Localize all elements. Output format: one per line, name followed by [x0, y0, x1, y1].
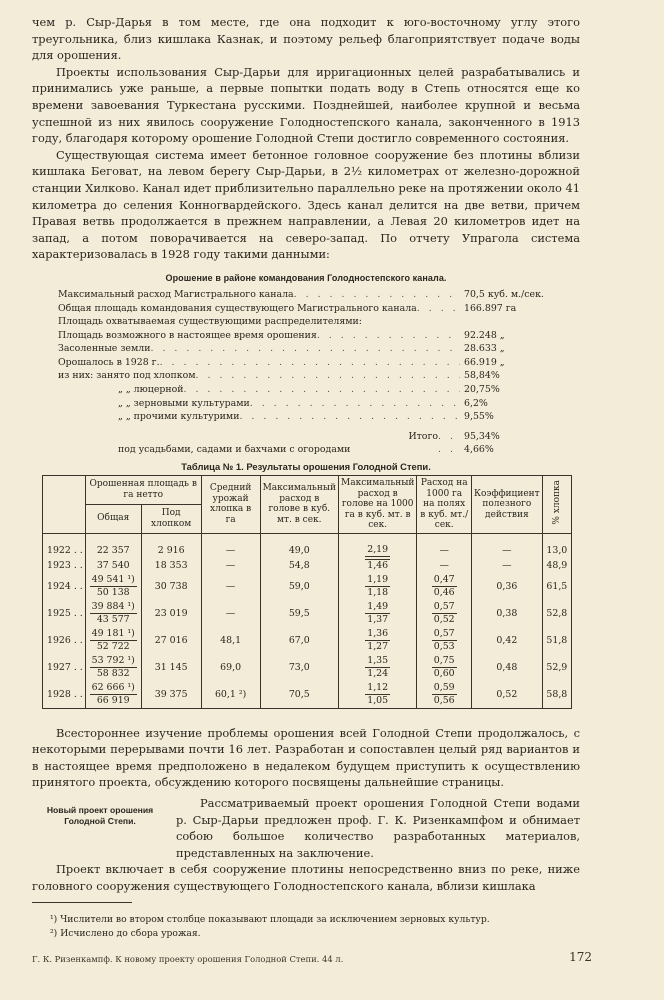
table-cell [260, 558, 338, 573]
stats-row [58, 397, 548, 411]
stats-total [58, 430, 548, 444]
table-cell [472, 533, 543, 558]
leader-dots [160, 356, 460, 370]
stats-row [58, 410, 548, 424]
table-cell [201, 558, 260, 573]
table-cell [338, 573, 416, 600]
fraction [365, 574, 390, 599]
cell-text: 0,36 [496, 580, 518, 592]
cell-text: 0,38 [496, 607, 518, 619]
header-max-flow-1000: Максимальный расход в голове на 1000 га в куб. мт. в сек. [338, 476, 416, 534]
fraction [432, 655, 457, 680]
stats-title: Орошение в районе командования Голодностепского канала. [165, 272, 447, 283]
cell-text: 59,5 [288, 607, 310, 619]
numerator: 1,12 [367, 681, 389, 693]
paragraph-6: Проект включает в себя сооружение плотины непосредственно вниз по реке, ниже головного сооружения существующего Голодностепского канала, вблизи кишлака [32, 862, 580, 893]
table-cell [201, 627, 260, 654]
stats-row [58, 342, 548, 356]
stats-row [58, 369, 548, 383]
denominator: 43 577 [96, 613, 130, 625]
paragraph-3: Существующая система имеет бетонное головное сооружение без плотины вблизи кишлака Беговат, на левом берегу Сыр-Дарьи, в 2½ километрах от железно-дорожной станции Хилково. Канал идет приблизительно параллельно реке на протяжении около 41 километра до селения Конногвардейского. Здесь канал делится на две ветви, причем Правая ветвь продолжается в прежнем направлении, а Левая 20 километров идет на запад, а потом поворачивается на северо-запад. По отчету Упрагола система характеризовалась в 1928 году такими данными: [32, 147, 580, 262]
table-cell [85, 600, 141, 627]
denominator: 0,53 [433, 640, 455, 652]
fraction [365, 628, 390, 653]
fraction [365, 601, 390, 626]
fraction [432, 628, 457, 653]
table-cell [417, 573, 472, 600]
table-cell [141, 681, 201, 709]
cell-text: 52,9 [546, 661, 568, 673]
sidenote-block [32, 795, 580, 861]
results-table [42, 475, 572, 709]
table-cell [472, 558, 543, 573]
table-row [43, 627, 572, 654]
leader-dots [317, 329, 460, 343]
table-cell [201, 573, 260, 600]
cell-text: — [439, 544, 449, 556]
table-cell [85, 533, 141, 558]
footnote-2: ²) Исчислено до сбора урожая. [50, 928, 201, 940]
cell-text: 70,5 [288, 688, 310, 700]
table-cell [260, 533, 338, 558]
stats-label: „ „ прочими культурими [118, 411, 240, 423]
cell-text: 1928 . . [47, 688, 83, 700]
table-cell [338, 627, 416, 654]
stats-label: „ „ зерновыми культурами [118, 397, 250, 409]
stats-row [58, 315, 548, 329]
cell-text: 1926 . . [47, 634, 83, 646]
header-year [43, 476, 86, 534]
header-yield: Средний урожай хлопка в га [201, 476, 260, 534]
table-cell [417, 681, 472, 709]
cell-text: 22 357 [96, 544, 130, 556]
paragraph-4: Всестороннее изучение проблемы орошения всей Голодной Степи продолжалось, с некоторыми перерывами почти 16 лет. Разработан и сопоставлен целый ряд вариантов и в настоящее время предположено в недалеком будущем приступить к осуществлению принятого проекта, обсуждению которого посвящены дальнейшие страницы. [32, 725, 580, 790]
denominator: 66 919 [96, 694, 130, 706]
table-cell [417, 627, 472, 654]
stats-row [58, 329, 548, 343]
cell-text: 1922 . . [47, 544, 83, 556]
fraction [365, 682, 390, 707]
table-cell [43, 681, 86, 709]
fraction [90, 655, 137, 680]
table-cell [542, 533, 571, 558]
table-cell [472, 573, 543, 600]
table-cell [472, 627, 543, 654]
fraction [365, 544, 390, 557]
leader-dots [184, 383, 460, 397]
denominator: 0,56 [433, 694, 455, 706]
table-row [43, 533, 572, 558]
header-flow-fields: Расход на 1000 га на полях в куб. мт./сек. [417, 476, 472, 534]
footer-text: Г. К. Ризенкампф. К новому проекту орошения Голодной Степи. 44 л. [32, 954, 344, 964]
page-content [32, 14, 580, 941]
table-cell [43, 558, 86, 573]
table-cell [141, 600, 201, 627]
table-row [43, 654, 572, 681]
numerator: 0,59 [433, 681, 455, 693]
stats-value: 166.897 га [464, 302, 517, 314]
stats-value: 9,55% [464, 411, 494, 423]
stats-label: „ „ люцерной [118, 384, 184, 396]
stats-value: 92.248 „ [464, 329, 505, 341]
cell-text: 0,48 [496, 661, 518, 673]
table-cell [417, 533, 472, 558]
stats-value: 70,5 куб. м./сек. [464, 288, 544, 300]
table-title: Таблица № 1. Результаты орошения Голодной Степи. [181, 461, 431, 473]
cell-text: — [225, 544, 236, 556]
table-cell [141, 558, 201, 573]
denominator: 0,46 [433, 586, 455, 598]
fraction [432, 574, 457, 599]
cell-text: — [439, 559, 449, 571]
numerator: 49 181 ¹) [91, 627, 135, 639]
stats-label: Площадь возможного в настоящее время орошения [58, 329, 317, 341]
denominator: 0,52 [433, 613, 455, 625]
numerator: 1,19 [367, 573, 389, 585]
paragraph-5: Рассматриваемый проект орошения Голодной Степи водами р. Сыр-Дарьи предложен проф. Г. К. Ризенкампфом и обнимает собою большое количество разработанных материалов, представленных на заключение. [176, 795, 580, 860]
table-cell [43, 600, 86, 627]
table-cell [338, 654, 416, 681]
table-row [43, 681, 572, 709]
table-cell [260, 681, 338, 709]
footnotes [50, 913, 580, 941]
table-body [43, 533, 572, 708]
table-cell [542, 627, 571, 654]
cell-text: 48,1 [220, 634, 242, 646]
cell-text: 37 540 [96, 559, 130, 571]
cell-text: 18 353 [154, 559, 188, 571]
table-cell [542, 558, 571, 573]
numerator: 53 792 ¹) [91, 654, 135, 666]
cell-text: 1923 . . [47, 559, 83, 571]
cell-text: — [502, 544, 512, 556]
fraction [90, 682, 137, 707]
stats-label: Орошалось в 1928 г. [58, 356, 160, 368]
leader-dots [239, 410, 460, 424]
stats-row [58, 288, 548, 302]
cell-text: — [502, 559, 512, 571]
cell-text: 73,0 [288, 661, 310, 673]
header-cotton: Под хлопком [141, 504, 201, 533]
table-cell [85, 681, 141, 709]
cell-text: 39 375 [154, 688, 188, 700]
header-total: Общая [85, 504, 141, 533]
denominator: 50 138 [96, 586, 130, 598]
table-cell [201, 533, 260, 558]
fraction [90, 601, 137, 626]
table-cell [43, 654, 86, 681]
numerator: 0,75 [433, 654, 455, 666]
table-cell [260, 573, 338, 600]
cell-text: 67,0 [288, 634, 310, 646]
table-cell [85, 573, 141, 600]
stats-last-value: 4,66% [464, 444, 494, 456]
table-cell [338, 681, 416, 709]
cell-text: 59,0 [288, 580, 310, 592]
numerator: 1,35 [367, 654, 389, 666]
numerator: 39 884 ¹) [91, 600, 135, 612]
cell-text: 1924 . . [47, 580, 83, 592]
leader-dots [196, 369, 460, 383]
table-cell [201, 600, 260, 627]
numerator: 2,19 [367, 543, 389, 555]
footnote-rule [32, 902, 132, 903]
stats-label: Площадь охватываемая существующими распределителями: [58, 316, 362, 328]
table-cell [417, 600, 472, 627]
sidenote: Новый проект орошения Голодной Степи. [46, 804, 154, 826]
cell-text: — [225, 580, 236, 592]
table-cell [260, 654, 338, 681]
leader-dots [417, 302, 460, 316]
table-cell [141, 533, 201, 558]
cell-text: 69,0 [220, 661, 242, 673]
cell-text: 54,8 [288, 559, 310, 571]
numerator: 1,49 [367, 600, 389, 612]
table-cell [43, 627, 86, 654]
cell-text: 51,8 [546, 634, 568, 646]
stats-value: 20,75% [464, 384, 500, 396]
cell-text: 61,5 [546, 580, 568, 592]
numerator: 62 666 ¹) [91, 681, 135, 693]
fraction [432, 601, 457, 626]
table-cell [472, 681, 543, 709]
table-cell [260, 600, 338, 627]
page-number: 172 [569, 950, 592, 964]
table-row [43, 558, 572, 573]
denominator: 1,46 [367, 559, 389, 571]
cell-text: 52,8 [546, 607, 568, 619]
fraction [432, 682, 457, 707]
numerator: 1,36 [367, 627, 389, 639]
stats-label: Засоленные земли [58, 343, 151, 355]
denominator: 1,24 [367, 667, 389, 679]
leader-dots [250, 397, 460, 411]
cell-text: 49,0 [288, 544, 310, 556]
denominator: 1,27 [367, 640, 389, 652]
fraction [90, 574, 137, 599]
table-cell [338, 600, 416, 627]
fraction [365, 559, 390, 572]
stats-row [58, 356, 548, 370]
table-cell [201, 654, 260, 681]
paragraph-2: Проекты использования Сыр-Дарьи для ирригационных целей разрабатывались и принимались уже раньше, а первые попытки подать воду в Степь относятся еще ко времени завоевания Туркестана русскими. Позднейшей, наиболее крупной и весьма успешной из них явилось сооружение Голодностепского канала, законченного в 1913 году, благодаря которому орошение Голодной Степи достигло современного состояния. [32, 64, 580, 146]
paragraph-1: чем р. Сыр-Дарья в том месте, где она подходит к юго-восточному углу этого треугольника, близ кишлака Казнак, и поэтому рельеф благоприятствует подаче воды для орошения. [32, 15, 580, 63]
cell-text: 31 145 [154, 661, 188, 673]
cell-text: 60,1 ²) [214, 688, 247, 700]
cell-text: 48,9 [546, 559, 568, 571]
table-cell [338, 533, 416, 558]
table-cell [201, 681, 260, 709]
cell-text: 2 916 [157, 544, 185, 556]
numerator: 0,47 [433, 573, 455, 585]
table-cell [417, 654, 472, 681]
numerator: 0,57 [433, 600, 455, 612]
stats-label: Общая площадь командования существующего Магистрального канала [58, 302, 417, 314]
cell-text: 13,0 [546, 544, 568, 556]
stats-total-value: 95,34% [464, 430, 500, 442]
cell-text: 30 738 [154, 580, 188, 592]
table-cell [260, 627, 338, 654]
cell-text: 1927 . . [47, 661, 83, 673]
table-cell [85, 558, 141, 573]
table-cell [417, 558, 472, 573]
stats-value: 28.633 „ [464, 343, 505, 355]
header-pct-cotton: % хлопка [542, 476, 571, 534]
table-cell [542, 600, 571, 627]
stats-value: 6,2% [464, 397, 488, 409]
numerator: 49 541 ¹) [91, 573, 135, 585]
stats-last [58, 443, 548, 457]
stats-row [58, 302, 548, 316]
cell-text: — [225, 607, 236, 619]
table-cell [141, 627, 201, 654]
page-footer [32, 950, 592, 964]
leader-dots: . . [438, 430, 456, 442]
table-cell [542, 573, 571, 600]
table-cell [85, 654, 141, 681]
denominator: 0,60 [433, 667, 455, 679]
leader-dots: . . [438, 444, 456, 456]
cell-text: 1925 . . [47, 607, 83, 619]
cell-text: 23 019 [154, 607, 188, 619]
header-area: Орошенная площадь в га нетто [85, 476, 201, 505]
stats-label: Максимальный расход Магистрального канала [58, 288, 294, 300]
table-row [43, 573, 572, 600]
cell-text: 0,42 [496, 634, 518, 646]
cell-text: 27 016 [154, 634, 188, 646]
denominator: 1,18 [367, 586, 389, 598]
cell-text: — [225, 559, 236, 571]
table-row [43, 600, 572, 627]
table-cell [43, 573, 86, 600]
fraction [365, 655, 390, 680]
stats-value: 66.919 „ [464, 356, 505, 368]
table-cell [338, 558, 416, 573]
stats-label: из них: занято под хлопком [58, 370, 196, 382]
stats-last-label: под усадьбами, садами и бахчами с огородами [118, 444, 351, 456]
denominator: 1,05 [367, 694, 389, 706]
denominator: 52 722 [96, 640, 130, 652]
cell-text: 58,8 [546, 688, 568, 700]
numerator: 0,57 [433, 627, 455, 639]
leader-dots [150, 342, 460, 356]
leader-dots [294, 288, 460, 302]
stats-total-label: Итого [408, 430, 438, 442]
denominator: 58 832 [96, 667, 130, 679]
stats-value: 58,84% [464, 370, 500, 382]
table-cell [542, 681, 571, 709]
table-cell [542, 654, 571, 681]
header-coef: Коэффициент полезного действия [472, 476, 543, 534]
fraction [90, 628, 137, 653]
header-max-flow: Максимальный расход в голове в куб. мт. в сек. [260, 476, 338, 534]
table-cell [472, 600, 543, 627]
table-cell [472, 654, 543, 681]
table-cell [141, 654, 201, 681]
table-cell [43, 533, 86, 558]
denominator: 1,37 [367, 613, 389, 625]
table-cell [141, 573, 201, 600]
stats-list [58, 288, 548, 457]
stats-row [58, 383, 548, 397]
cell-text: 0,52 [496, 688, 518, 700]
footnote-1: ¹) Числители во втором столбце показывают площади за исключением зерновых культур. [50, 914, 490, 926]
table-cell [85, 627, 141, 654]
